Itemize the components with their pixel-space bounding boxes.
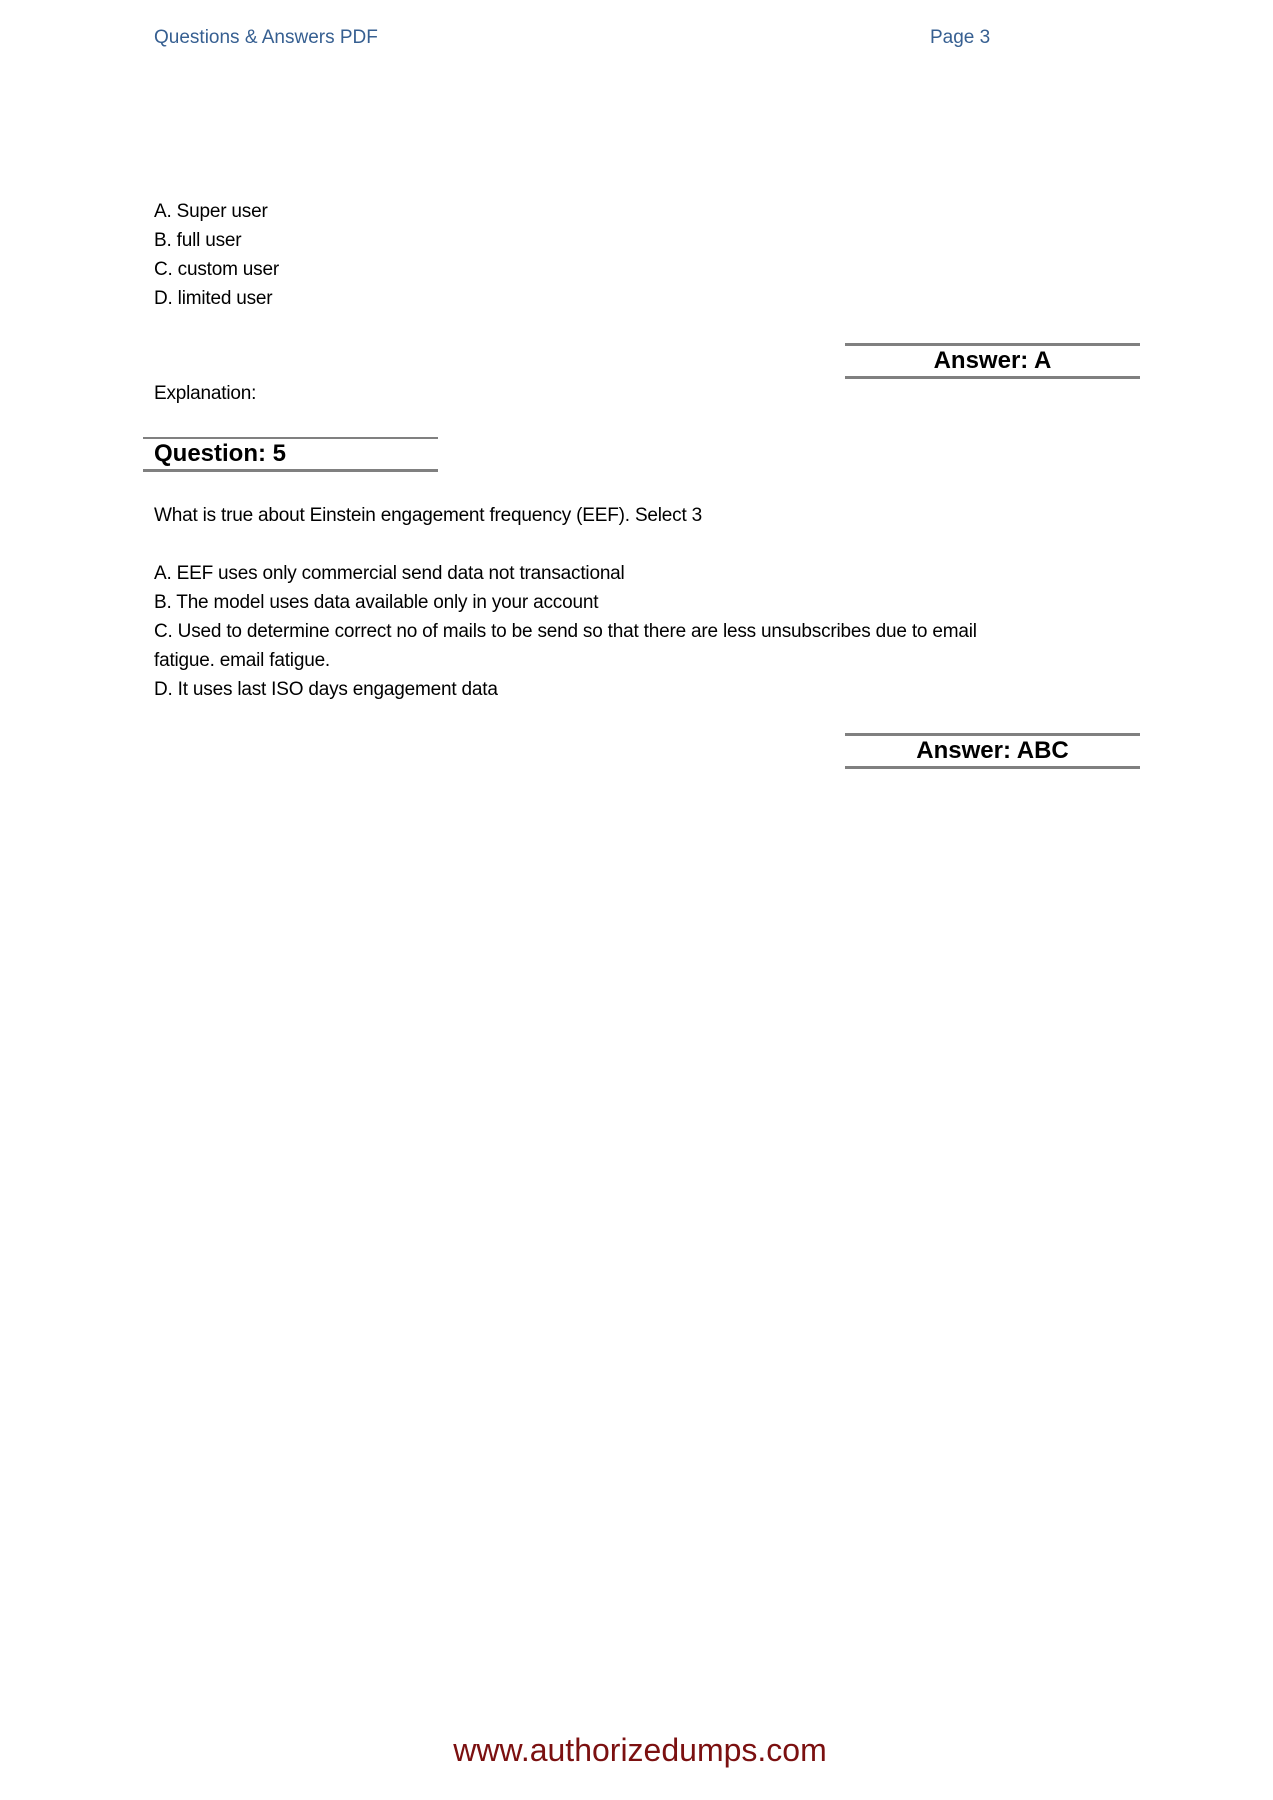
option-b: B. full user: [154, 230, 242, 251]
option-c-continued: fatigue. email fatigue.: [154, 650, 331, 671]
footer-link[interactable]: www.authorizedumps.com: [453, 1732, 827, 1768]
option-a: A. EEF uses only commercial send data not transactional: [154, 563, 625, 584]
answer-text: Answer: ABC: [916, 737, 1069, 764]
page-number: Page 3: [930, 27, 991, 48]
question-heading: Question: 5: [154, 440, 287, 467]
document-title: Questions & Answers PDF: [154, 27, 378, 48]
answer-box: [845, 343, 1140, 379]
option-a: A. Super user: [154, 201, 268, 222]
option-c: C. custom user: [154, 259, 279, 280]
answer-text: Answer: A: [933, 347, 1052, 374]
option-d: D. It uses last ISO days engagement data: [154, 679, 498, 700]
explanation-label: Explanation:: [154, 383, 257, 404]
option-c: C. Used to determine correct no of mails to be send so that there are less unsubscribes due to email: [154, 621, 977, 642]
question-text: What is true about Einstein engagement frequency (EEF). Select 3: [154, 505, 702, 526]
answer-box: [845, 733, 1140, 769]
question-heading-box: [143, 437, 438, 472]
option-d: D. limited user: [154, 288, 273, 309]
option-b: B. The model uses data available only in your account: [154, 592, 599, 613]
